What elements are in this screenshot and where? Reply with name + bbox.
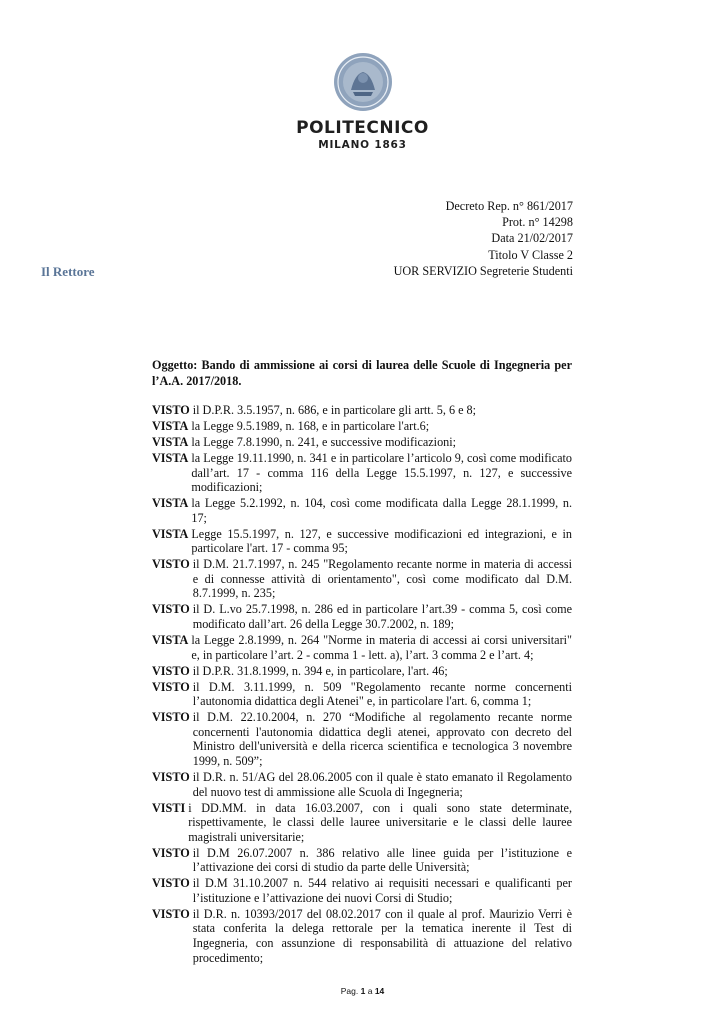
recital-keyword: VISTI	[152, 800, 186, 815]
recital-text: la Legge 19.11.1990, n. 341 e in particolare l’articolo 9, così come modificato dall’art. 17 - comma 116 della Legge 15.5.1997, n. 127, e successive modificazioni;	[191, 450, 572, 495]
politecnico-logo	[0, 52, 725, 152]
recital-text: il D.R. n. 51/AG del 28.06.2005 con il quale è stato emanato il Regolamento del nuovo test di ammissione alle Scuola di Ingegneria;	[192, 769, 572, 799]
recital-keyword: VISTA	[152, 450, 189, 465]
recital-keyword: VISTA	[152, 434, 189, 449]
decree-metadata	[394, 198, 573, 279]
recital-item	[152, 876, 572, 905]
recital-keyword: VISTA	[152, 418, 189, 433]
recital-keyword: VISTO	[152, 403, 190, 417]
brand-name: POLITECNICO	[296, 118, 429, 138]
page-footer	[0, 986, 725, 996]
recital-item	[152, 451, 572, 495]
recital-item	[152, 710, 572, 768]
recital-item	[152, 557, 572, 601]
recital-text: il D.M. 3.11.1999, n. 509 "Regolamento recante norme concernenti l’autonomia didattica degli Atenei" e, in particolare l'art. 6, comma 1;	[192, 679, 572, 709]
page-sep: a	[367, 986, 373, 996]
page-prefix: Pag.	[340, 986, 359, 996]
recital-text: il D.P.R. 3.5.1957, n. 686, e in particolare gli artt. 5, 6 e 8;	[192, 403, 477, 417]
recital-item	[152, 801, 572, 845]
recital-text: Legge 15.5.1997, n. 127, e successive modificazioni ed integrazioni, e in particolare l'art. 17 - comma 95;	[191, 526, 572, 556]
classification: Titolo V Classe 2	[488, 247, 573, 262]
recital-text: il D. L.vo 25.7.1998, n. 286 ed in particolare l’art.39 - comma 5, così come modificato dall’art. 26 della Legge 30.7.2002, n. 189;	[192, 602, 572, 632]
office: UOR SERVIZIO Segreterie Studenti	[393, 263, 573, 278]
rettore-label: Il Rettore	[41, 264, 95, 279]
recital-text: il D.R. n. 10393/2017 del 08.02.2017 con il quale al prof. Maurizio Verri è stata conferita la delega rettorale per la tematica inerente il Test di Ingegneria, con assunzione di responsabilità di attuazione del relativo procedimento;	[192, 906, 572, 965]
recital-keyword: VISTO	[152, 557, 190, 572]
recital-item	[152, 602, 572, 631]
recital-item	[152, 664, 572, 679]
recital-text: il D.P.R. 31.8.1999, n. 394 e, in particolare, l'art. 46;	[192, 663, 448, 678]
decree-date: Data 21/02/2017	[491, 231, 573, 246]
recital-keyword: VISTO	[152, 663, 190, 678]
recital-item	[152, 403, 572, 418]
recital-text: il D.M 31.10.2007 n. 544 relativo ai requisiti necessari e qualificanti per l’istituzione e l’attivazione dei nuovi Corsi di Studio;	[192, 876, 572, 905]
recital-text: la Legge 7.8.1990, n. 241, e successive modificazioni;	[191, 434, 457, 449]
recital-keyword: VISTO	[152, 710, 190, 725]
recital-keyword: VISTO	[152, 845, 190, 860]
decree-body	[152, 358, 572, 967]
recital-text: il D.M. 22.10.2004, n. 270 “Modifiche al regolamento recante norme concernenti l'autonomia didattica degli atenei, approvato con decreto del Ministro dell'università e della ricerca scientifica e tecnologica 3 novembre 1999, n. 509”;	[192, 710, 572, 768]
recital-keyword: VISTA	[152, 633, 189, 648]
recital-keyword: VISTO	[152, 679, 190, 694]
decree-number: Decreto Rep. n° 861/2017	[445, 199, 573, 213]
recital-item	[152, 496, 572, 525]
recital-keyword: VISTO	[152, 876, 190, 891]
recital-item	[152, 435, 572, 450]
brand-subtitle: MILANO 1863	[318, 139, 407, 151]
recital-item	[152, 419, 572, 434]
recital-keyword: VISTA	[152, 496, 189, 511]
recital-item	[152, 680, 572, 709]
recital-item	[152, 527, 572, 556]
recital-item	[152, 770, 572, 799]
recital-text: la Legge 2.8.1999, n. 264 "Norme in materia di accessi ai corsi universitari" e, in particolare l’art. 2 - comma 1 - lett. a), l’art. 3 comma 2 e l’art. 4;	[191, 633, 572, 662]
recital-text: la Legge 5.2.1992, n. 104, così come modificata dalla Legge 28.1.1999, n. 17;	[191, 496, 572, 525]
recitals-list	[152, 403, 572, 965]
recital-keyword: VISTO	[152, 906, 190, 921]
recital-text: la Legge 9.5.1989, n. 168, e in particolare l'art.6;	[191, 418, 430, 433]
recital-keyword: VISTA	[152, 526, 189, 541]
subject-line: Oggetto: Bando di ammissione ai corsi di laurea delle Scuole di Ingegneria per l’A.A. 2017/2018.	[152, 358, 572, 388]
recital-text: il D.M. 21.7.1997, n. 245 "Regolamento recante norme in materia di accessi e di connesse attività di orientamento", così come modificato dal D.M. 8.7.1999, n. 235;	[192, 557, 572, 601]
recital-item	[152, 846, 572, 875]
page-total: 14	[374, 986, 385, 996]
page-number: 1	[360, 986, 366, 996]
recital-keyword: VISTO	[152, 769, 190, 784]
recital-item	[152, 633, 572, 662]
recital-keyword: VISTO	[152, 602, 190, 617]
seal-icon	[333, 52, 393, 112]
protocol-number: Prot. n° 14298	[502, 215, 573, 230]
recital-text: il D.M 26.07.2007 n. 386 relativo alle linee guida per l’istituzione e l’attivazione dei corsi di studio da parte delle Università;	[192, 845, 572, 875]
recital-item	[152, 907, 572, 965]
recital-text: i DD.MM. in data 16.03.2007, con i quali sono state determinate, rispettivamente, le classi delle lauree universitarie e le classi delle lauree magistrali universitarie;	[188, 800, 572, 844]
